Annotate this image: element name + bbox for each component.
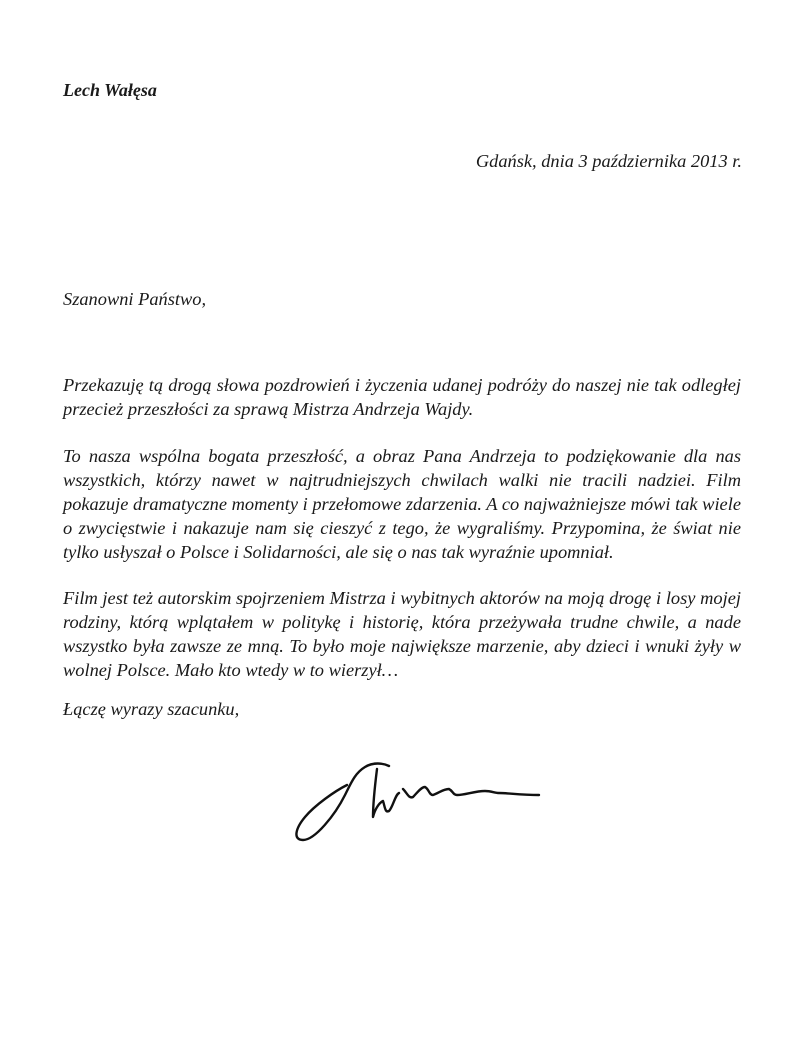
body-paragraph-1: Przekazuję tą drogą słowa pozdrowień i życzenia udanej podróży do naszej nie tak odległej przecież przeszłości za sprawą Mistrza Andrzeja Wajdy. (63, 375, 741, 419)
salutation: Szanowni Państwo, (63, 289, 207, 309)
closing-phrase: Łączę wyrazy szacunku, (63, 699, 240, 719)
body-paragraph-2: To nasza wspólna bogata przeszłość, a obraz Pana Andrzeja to podziękowanie dla nas wszystkich, którzy nawet w najtrudniejszych chwilach walki nie tracili nadziei. Film pokazuje dramatyczne momenty i przełomowe zdarzenia. A co najważniejsze mówi tak wiele o zwycięstwie i nakazuje nam się cieszyć z tego, że wygraliśmy. Przypomina, że świat nie tylko usłyszał o Polsce i Solidarności, ale się o nas tak wyraźnie upomniał. (63, 446, 741, 562)
sender-name: Lech Wałęsa (63, 80, 157, 100)
place-and-date: Gdańsk, dnia 3 października 2013 r. (475, 151, 742, 171)
handwritten-signature (285, 745, 555, 855)
body-paragraph-3: Film jest też autorskim spojrzeniem Mistrza i wybitnych aktorów na moją drogę i losy mojej rodziny, którą wplątałem w politykę i historię, która przeżywała trudne chwile, a nade wszystko była zawsze ze mną. To było moje największe marzenie, aby dzieci i wnuki żyły w wolnej Polsce. Mało kto wtedy w to wierzył… (63, 588, 741, 680)
